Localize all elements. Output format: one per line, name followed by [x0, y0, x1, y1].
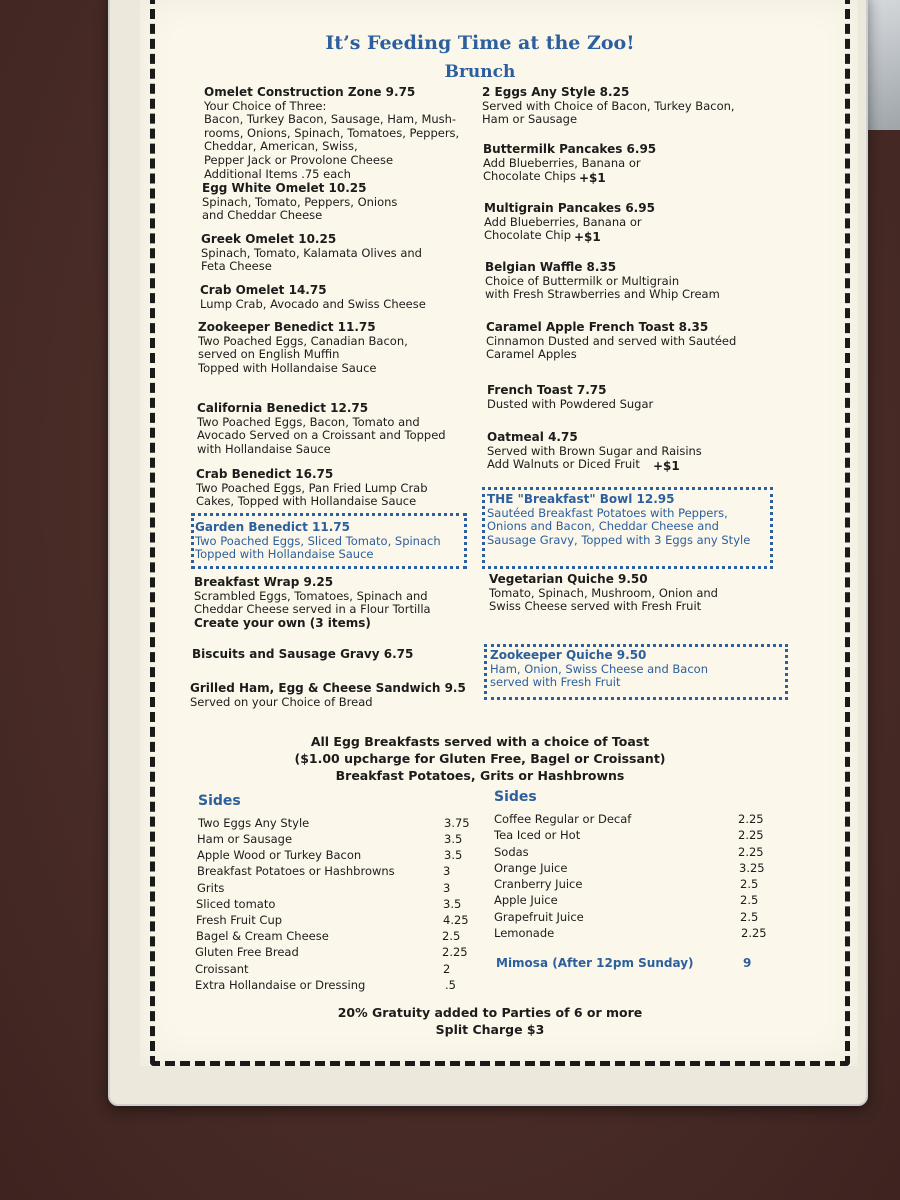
- item-name: French Toast 7.75: [487, 383, 607, 397]
- side-name: Croissant: [195, 962, 249, 976]
- menu-item: [200, 284, 426, 311]
- side-price: 2.25: [442, 945, 468, 959]
- item-name: Oatmeal 4.75: [487, 430, 578, 444]
- toast-note: All Egg Breakfasts served with a choice of Toast ($1.00 upcharge for Gluten Free, Bagel or Croissant) Breakfast Potatoes, Grits or Hashbrowns: [294, 734, 666, 783]
- side-price: .5: [445, 978, 456, 992]
- item-description: Choice of Buttermilk or Multigrain with Fresh Strawberries and Whip Cream: [485, 273, 720, 302]
- item-description: Served with Brown Sugar and Raisins Add Walnuts or Diced Fruit: [487, 443, 702, 472]
- menu-item-special: [195, 521, 441, 562]
- side-item: [195, 978, 456, 992]
- side-item: [494, 812, 764, 826]
- menu-item-special: [487, 493, 750, 547]
- side-item: [494, 877, 759, 891]
- menu-item: [482, 86, 735, 127]
- menu-item: [484, 202, 655, 243]
- item-name: Biscuits and Sausage Gravy 6.75: [192, 647, 414, 661]
- side-item: [197, 848, 463, 862]
- side-name: Two Eggs Any Style: [198, 816, 310, 830]
- item-name: Zookeeper Benedict 11.75: [198, 320, 376, 334]
- side-name: Grits: [197, 881, 225, 895]
- side-name: Grapefruit Juice: [494, 910, 584, 924]
- item-name: Egg White Omelet 10.25: [202, 181, 367, 195]
- item-description: Sautéed Breakfast Potatoes with Peppers, Onions and Bacon, Cheddar Cheese and Sausage Gravy, Topped with 3 Eggs any Style: [487, 505, 751, 547]
- side-price: 3.25: [739, 861, 765, 875]
- menu-item: [487, 384, 653, 411]
- side-name: Ham or Sausage: [197, 832, 293, 846]
- item-description: Your Choice of Three: Bacon, Turkey Bacon, Sausage, Ham, Mush- rooms, Onions, Spinach, Tomatoes, Peppers, Cheddar, American, Swiss, Pepper Jack or Provolone Cheese Additional Items .75 each: [204, 98, 460, 181]
- sides-heading: Sides: [198, 793, 241, 809]
- side-item: [494, 910, 759, 924]
- item-description: Two Poached Eggs, Sliced Tomato, Spinach Topped with Hollandaise Sauce: [195, 533, 441, 562]
- item-description: Two Poached Eggs, Pan Fried Lump Crab Cakes, Topped with Hollandaise Sauce: [196, 480, 428, 509]
- side-name: Apple Wood or Turkey Bacon: [197, 848, 362, 862]
- menu-item: [486, 321, 736, 362]
- side-name: Sliced tomato: [196, 897, 276, 911]
- side-item: [196, 913, 469, 927]
- menu-item: [198, 321, 408, 375]
- side-price: 2.25: [738, 845, 764, 859]
- side-item: [195, 962, 451, 976]
- side-price: 3: [443, 881, 451, 895]
- side-price: 4.25: [443, 913, 469, 927]
- item-name: Crab Omelet 14.75: [200, 283, 327, 297]
- side-price: 2.25: [741, 926, 767, 940]
- side-price: 3.5: [444, 832, 463, 846]
- item-name: California Benedict 12.75: [197, 401, 369, 415]
- side-price: 2.5: [442, 929, 461, 943]
- item-name: Multigrain Pancakes 6.95: [484, 201, 655, 215]
- side-name: Fresh Fruit Cup: [196, 913, 283, 927]
- side-price: 2: [443, 962, 451, 976]
- side-name: Tea Iced or Hot: [494, 828, 581, 842]
- item-name: THE "Breakfast" Bowl 12.95: [487, 492, 675, 506]
- side-name: Bagel & Cream Cheese: [196, 929, 329, 943]
- side-item: [494, 845, 764, 859]
- item-extra: +$1: [579, 171, 606, 185]
- menu-item: [197, 402, 446, 456]
- footer-note: 20% Gratuity added to Parties of 6 or more Split Charge $3: [337, 1005, 643, 1037]
- side-price: 2.5: [740, 893, 759, 907]
- side-name: Gluten Free Bread: [195, 945, 299, 959]
- item-description: Spinach, Tomato, Kalamata Olives and Feta Cheese: [201, 245, 422, 274]
- side-item: [197, 832, 463, 846]
- item-extra: Create your own (3 items): [194, 615, 371, 630]
- item-description: Cinnamon Dusted and served with Sautéed Caramel Apples: [486, 333, 737, 362]
- item-name: 2 Eggs Any Style 8.25: [482, 85, 630, 99]
- menu-item: [204, 86, 459, 181]
- menu-item: [485, 261, 720, 302]
- item-description: Served with Choice of Bacon, Turkey Bacon, Ham or Sausage: [482, 98, 735, 127]
- item-description: Add Blueberries, Banana or Chocolate Chip: [484, 214, 642, 243]
- mimosa-price: 9: [743, 956, 752, 970]
- side-price: 2.25: [738, 828, 764, 842]
- item-name: Caramel Apple French Toast 8.35: [486, 320, 709, 334]
- item-description: Lump Crab, Avocado and Swiss Cheese: [200, 296, 426, 311]
- side-price: 3.5: [444, 848, 463, 862]
- side-name: Lemonade: [494, 926, 555, 940]
- item-description: Two Poached Eggs, Bacon, Tomato and Avocado Served on a Croissant and Topped with Hollandaise Sauce: [197, 414, 446, 456]
- menu-item: [487, 431, 702, 472]
- menu-item-special: [490, 649, 708, 690]
- side-name: Breakfast Potatoes or Hashbrowns: [197, 864, 395, 878]
- item-name: Crab Benedict 16.75: [196, 467, 334, 481]
- side-price: 2.5: [740, 910, 759, 924]
- item-name: Omelet Construction Zone 9.75: [204, 85, 416, 99]
- menu-title: It’s Feeding Time at the Zoo!: [325, 32, 635, 54]
- item-description: Tomato, Spinach, Mushroom, Onion and Swiss Cheese served with Fresh Fruit: [489, 585, 718, 614]
- side-item: [198, 816, 470, 830]
- item-description: Spinach, Tomato, Peppers, Onions and Cheddar Cheese: [202, 194, 398, 223]
- side-item: [197, 881, 451, 895]
- side-item: [494, 893, 759, 907]
- side-name: Extra Hollandaise or Dressing: [195, 978, 366, 992]
- side-name: Coffee Regular or Decaf: [494, 812, 632, 826]
- side-price: 3.75: [444, 816, 470, 830]
- side-item: [195, 945, 468, 959]
- menu-item: [483, 143, 656, 184]
- side-name: Sodas: [494, 845, 529, 859]
- item-extra: +$1: [653, 459, 680, 473]
- side-name: Cranberry Juice: [494, 877, 583, 891]
- menu-subtitle: Brunch: [444, 62, 516, 82]
- menu-item: [190, 682, 466, 709]
- item-description: Ham, Onion, Swiss Cheese and Bacon served with Fresh Fruit: [490, 661, 708, 690]
- side-item: [196, 929, 461, 943]
- item-name: Grilled Ham, Egg & Cheese Sandwich 9.5: [190, 681, 466, 695]
- item-name: Vegetarian Quiche 9.50: [489, 572, 648, 586]
- item-description: Add Blueberries, Banana or Chocolate Chips: [483, 155, 641, 184]
- side-item: [196, 897, 462, 911]
- menu-item: [192, 648, 413, 662]
- menu-item: [489, 573, 718, 614]
- item-description: Scrambled Eggs, Tomatoes, Spinach and Cheddar Cheese served in a Flour Tortilla: [194, 588, 431, 617]
- menu-item: [196, 468, 428, 509]
- menu-item: [202, 182, 397, 223]
- side-item: [494, 926, 767, 940]
- item-name: Belgian Waffle 8.35: [485, 260, 617, 274]
- item-name: Breakfast Wrap 9.25: [194, 575, 334, 589]
- side-price: 3.5: [443, 897, 462, 911]
- side-name: Apple Juice: [494, 893, 558, 907]
- menu-item: [201, 233, 422, 274]
- side-price: 3: [443, 864, 451, 878]
- side-price: 2.5: [740, 877, 759, 891]
- side-name: Orange Juice: [494, 861, 568, 875]
- mimosa-label: Mimosa (After 12pm Sunday): [496, 956, 694, 970]
- item-extra: +$1: [574, 230, 601, 244]
- menu-item: [194, 576, 431, 630]
- item-name: Buttermilk Pancakes 6.95: [483, 142, 657, 156]
- side-item: [197, 864, 451, 878]
- side-price: 2.25: [738, 812, 764, 826]
- item-description: Served on your Choice of Bread: [190, 694, 373, 709]
- item-name: Garden Benedict 11.75: [195, 520, 350, 534]
- side-item: [494, 828, 764, 842]
- sides-heading: Sides: [494, 789, 537, 805]
- item-description: Dusted with Powdered Sugar: [487, 396, 654, 411]
- side-item: [494, 861, 765, 875]
- item-description: Two Poached Eggs, Canadian Bacon, served on English Muffin Topped with Hollandaise Sauce: [198, 333, 408, 375]
- item-name: Greek Omelet 10.25: [201, 232, 337, 246]
- item-name: Zookeeper Quiche 9.50: [490, 648, 647, 662]
